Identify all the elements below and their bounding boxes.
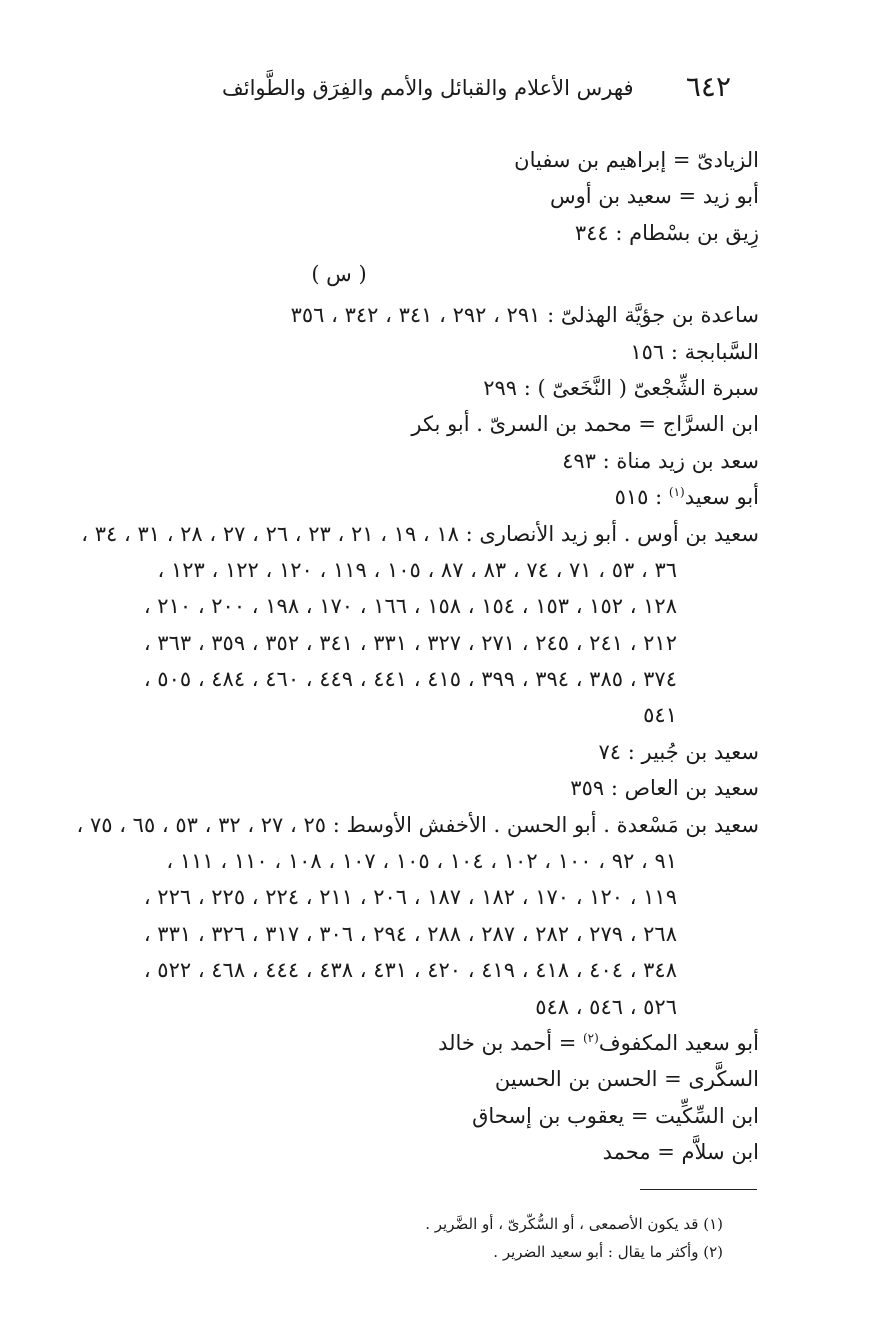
index-entry: ابن سلاَّم = محمد	[602, 1140, 759, 1165]
index-entry: سعيد بن أوس . أبو زيد الأنصارى : ١٨ ، ١٩ ، ٢١ ، ٢٣ ، ٢٦ ، ٢٧ ، ٢٨ ، ٣١ ، ٣٤ ،	[81, 521, 759, 546]
entry-continuation-line: ٢٦٨ ، ٢٧٩ ، ٢٨٢ ، ٢٨٧ ، ٢٨٨ ، ٢٩٤ ، ٣٠٦ ، ٣١٧ ، ٣٢٦ ، ٣٣١ ،	[143, 921, 677, 946]
index-entry: السكَّرى = الحسن بن الحسين	[494, 1067, 759, 1092]
index-entry: الزيادىّ = إبراهيم بن سفيان	[514, 148, 759, 172]
entry-continuation-line: ٩١ ، ٩٢ ، ١٠٠ ، ١٠٢ ، ١٠٤ ، ١٠٥ ، ١٠٧ ، ١٠٨ ، ١١٠ ، ١١١ ،	[166, 849, 677, 874]
entry-continuation-line: ٥٢٦ ، ٥٤٦ ، ٥٤٨	[535, 994, 677, 1019]
section-heading: ( س )	[311, 262, 367, 287]
index-entry: ابن السِّكِّيت = يعقوب بن إسحاق	[472, 1103, 759, 1128]
index-entry: زِيق بن بسْطام : ٣٤٤	[574, 220, 759, 245]
footnote-marker: (٢)	[582, 1030, 599, 1045]
footnote: (١) قد يكون الأصمعى ، أو السُّكّرىّ ، أو الضَّرير .	[425, 1215, 723, 1233]
index-entry: سعيد بن جُبير : ٧٤	[598, 739, 759, 764]
index-entry: ساعدة بن جؤيَّة الهذلىّ : ٢٩١ ، ٢٩٢ ، ٣٤١ ، ٣٤٢ ، ٣٥٦	[290, 303, 759, 328]
entry-continuation-line: ٣٧٤ ، ٣٨٥ ، ٣٩٤ ، ٣٩٩ ، ٤١٥ ، ٤٤١ ، ٤٤٩ ، ٤٦٠ ، ٤٨٤ ، ٥٠٥ ،	[143, 667, 677, 692]
footnotes	[223, 1210, 723, 1266]
index-entry: سعيد بن مَسْعدة . أبو الحسن . الأخفش الأوسط : ٢٥ ، ٢٧ ، ٣٢ ، ٥٣ ، ٦٥ ، ٧٥ ،	[76, 812, 759, 837]
index-entry: ابن السرَّاج = محمد بن السرىّ . أبو بكر	[411, 412, 759, 437]
entry-name: أبو سعيد	[684, 485, 759, 510]
index-entry: أبو زيد = سعيد بن أوس	[549, 184, 759, 209]
entry-continuation-line: ١١٩ ، ١٢٠ ، ١٧٠ ، ١٨٢ ، ١٨٧ ، ٢٠٦ ، ٢١١ ، ٢٢٤ ، ٢٢٥ ، ٢٢٦ ،	[143, 885, 677, 910]
index-entry	[99, 479, 759, 515]
entry-reference: : ٥١٥	[614, 485, 669, 510]
entry-continuation-line: ٣٤٨ ، ٤٠٤ ، ٤١٨ ، ٤١٩ ، ٤٢٠ ، ٤٣١ ، ٤٣٨ ، ٤٤٤ ، ٤٦٨ ، ٥٢٢ ،	[143, 958, 677, 983]
entry-reference: = أحمد بن خالد	[438, 1030, 583, 1055]
footnote-marker: (١)	[668, 485, 685, 500]
entry-continuation-line: ٣٦ ، ٥٣ ، ٧١ ، ٧٤ ، ٨٣ ، ٨٧ ، ١٠٥ ، ١١٩ ، ١٢٠ ، ١٢٢ ، ١٢٣ ،	[157, 557, 677, 582]
index-entry: السَّبابجة : ١٥٦	[630, 339, 759, 364]
entry-name: أبو سعيد المكفوف	[598, 1030, 759, 1055]
entry-continuation-line: ١٢٨ ، ١٥٢ ، ١٥٣ ، ١٥٤ ، ١٥٨ ، ١٦٦ ، ١٧٠ ، ١٩٨ ، ٢٠٠ ، ٢١٠ ،	[143, 594, 677, 619]
page-header	[0, 70, 873, 110]
footnote-divider	[640, 1189, 757, 1190]
index-entries	[76, 142, 759, 1171]
index-entry: سعيد بن العاص : ٣٥٩	[570, 776, 759, 801]
index-entry: سبرة الشِّجْعىّ ( النَّخَعىّ ) : ٢٩٩	[483, 375, 759, 400]
entry-continuation-line: ٥٤١	[643, 703, 677, 728]
page-number: ٦٤٢	[685, 70, 731, 103]
footnote: (٢) وأكثر ما يقال : أبو سعيد الضرير .	[493, 1243, 723, 1261]
entry-continuation-line: ٢١٢ ، ٢٤١ ، ٢٤٥ ، ٢٧١ ، ٣٢٧ ، ٣٣١ ، ٣٤١ ، ٣٥٢ ، ٣٥٩ ، ٣٦٣ ،	[143, 630, 677, 655]
index-entry: سعد بن زيد مناة : ٤٩٣	[562, 448, 759, 473]
running-title: فهرس الأعلام والقبائل والأمم والفِرَق والطَّوائف	[222, 76, 634, 100]
index-entry	[99, 1025, 759, 1061]
